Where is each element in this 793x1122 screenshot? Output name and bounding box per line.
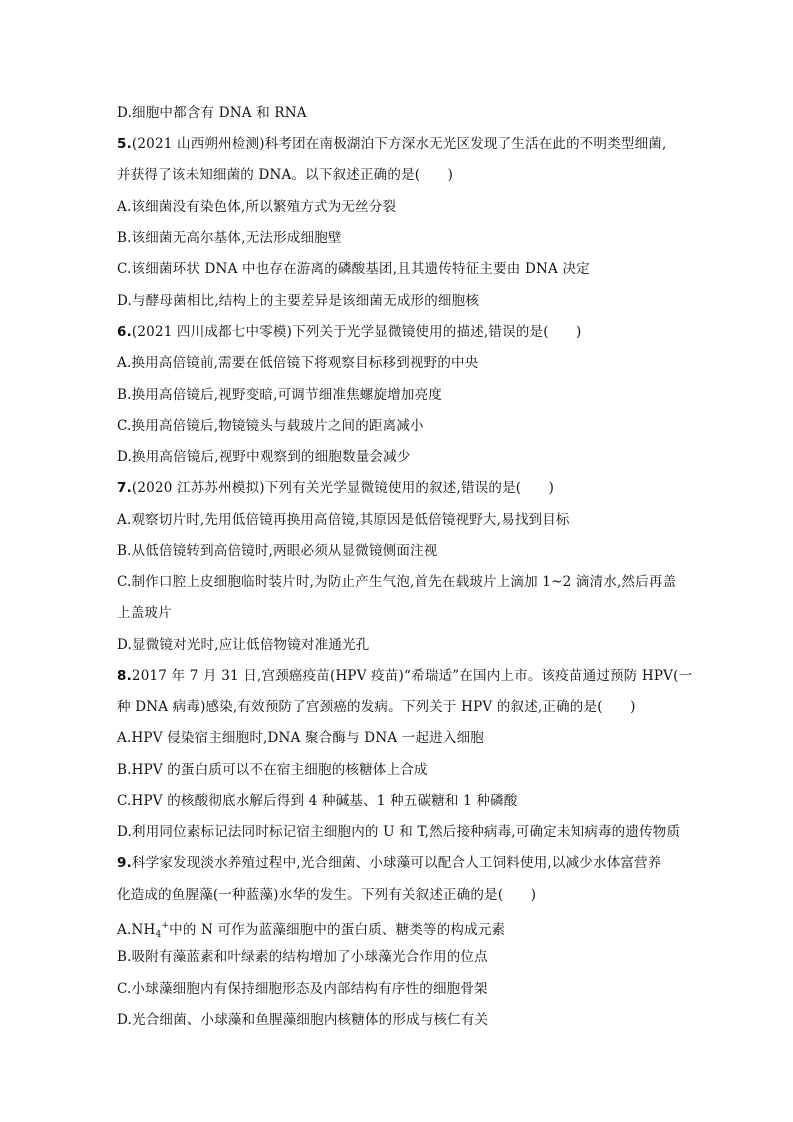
question-5-option-d: D.与酵母菌相比,结构上的主要差异是该细菌无成形的细胞核 [117,293,480,309]
question-9-option-b: B.吸附有藻蓝素和叶绿素的结构增加了小球藻光合作用的位点 [117,949,488,965]
question-number: 7. [117,480,132,496]
question-5-option-a: A.该细菌没有染色体,所以繁殖方式为无丝分裂 [117,199,397,215]
superscript: + [161,921,170,931]
question-5-stem: 5.(2021 山西朔州检测)科考团在南极湖泊下方深水无光区发现了生活在此的不明类型细菌, [117,136,667,152]
question-8-stem: 8.2017 年 7 月 31 日,宫颈癌疫苗(HPV 疫苗)“希瑞适”在国内上市。该疫苗通过预防 HPV(一 [117,668,693,684]
question-7-stem: 7.(2020 江苏苏州模拟)下列有关光学显微镜使用的叙述,错误的是( ) [117,480,555,496]
question-number: 9. [117,855,132,871]
question-9-option-c: C.小球藻细胞内有保持细胞形态及内部结构有序性的细胞骨架 [117,981,488,997]
question-8-option-b: B.HPV 的蛋白质可以不在宿主细胞的核糖体上合成 [117,762,428,778]
subscript: 4 [155,930,162,940]
question-number: 8. [117,668,132,684]
question-8-stem-cont: 种 DNA 病毒)感染,有效预防了宫颈癌的发病。下列关于 HPV 的叙述,正确的是( ) [117,699,636,715]
question-8-option-c: C.HPV 的核酸彻底水解后得到 4 种碱基、1 种五碳糖和 1 种磷酸 [117,793,518,809]
question-6-option-b: B.换用高倍镜后,视野变暗,可调节细准焦螺旋增加亮度 [117,387,442,403]
question-7-option-c-cont: 上盖玻片 [117,605,172,621]
question-8-option-a: A.HPV 侵染宿主细胞时,DNA 聚合酶与 DNA 一起进入细胞 [117,730,484,746]
question-number: 5. [117,136,132,152]
question-9-stem-cont: 化造成的鱼腥藻(一种蓝藻)水华的发生。下列有关叙述正确的是( ) [117,887,537,903]
question-6-option-a: A.换用高倍镜前,需要在低倍镜下将观察目标移到视野的中央 [117,355,479,371]
question-6-stem: 6.(2021 四川成都七中零模)下列关于光学显微镜使用的描述,错误的是( ) [117,324,582,340]
question-5-stem-cont: 并获得了该未知细菌的 DNA。以下叙述正确的是( ) [117,167,454,183]
question-6-option-c: C.换用高倍镜后,物镜镜头与载玻片之间的距离减小 [117,418,424,434]
option-d-q4: D.细胞中都含有 DNA 和 RNA [117,105,307,121]
question-7-option-b: B.从低倍镜转到高倍镜时,两眼必须从显微镜侧面注视 [117,543,438,559]
question-5-option-b: B.该细菌无高尔基体,无法形成细胞壁 [117,230,342,246]
question-9-stem: 9.科学家发现淡水养殖过程中,光合细菌、小球藻可以配合人工饲料使用,以减少水体富营养 [117,855,662,871]
question-7-option-c: C.制作口腔上皮细胞临时装片时,为防止产生气泡,首先在载玻片上滴加 1~2 滴清水,然后再盖 [117,574,677,590]
question-9-option-d: D.光合细菌、小球藻和鱼腥藻细胞内核糖体的形成与核仁有关 [117,1012,489,1028]
question-7-option-a: A.观察切片时,先用低倍镜再换用高倍镜,其原因是低倍镜视野大,易找到目标 [117,512,570,528]
question-9-option-a: $A.NH_4^+$中的 N 可作为蓝藻细胞中的蛋白质、糖类等的构成元素 [117,921,506,940]
question-number: 6. [117,324,132,340]
question-7-option-d: D.显微镜对光时,应让低倍物镜对准通光孔 [117,637,370,653]
question-8-option-d: D.利用同位素标记法同时标记宿主细胞内的 U 和 T,然后接种病毒,可确定未知病毒的遗传物质 [117,824,681,840]
question-5-option-c: C.该细菌环状 DNA 中也存在游离的磷酸基团,且其遗传特征主要由 DNA 决定 [117,261,590,277]
question-6-option-d: D.换用高倍镜后,视野中观察到的细胞数量会减少 [117,449,411,465]
